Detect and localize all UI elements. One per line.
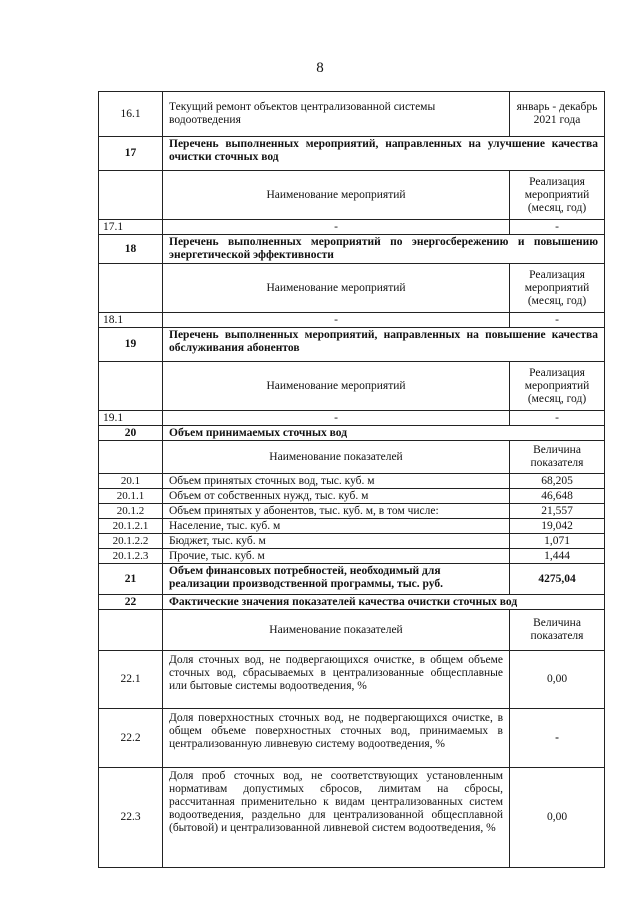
row-text: - <box>163 411 510 425</box>
row-number: 19.1 <box>99 411 163 425</box>
row-text: Прочие, тыс. куб. м <box>163 549 510 563</box>
row-value: - <box>555 313 559 326</box>
row-number: 20.1.1 <box>99 489 163 503</box>
header-row <box>98 610 605 651</box>
row-number: 22.1 <box>99 651 163 708</box>
row-text: - <box>163 220 510 234</box>
section-row <box>98 426 605 441</box>
row-text: Доля поверхностных сточных вод, не подвергающихся очистке, в общем объеме поверхностных сточных вод, принимаемых в централизованную ливневую систему водоотведения, % <box>163 709 510 767</box>
row-number: 20.1.2.1 <box>99 519 163 533</box>
section-number: 19 <box>99 328 163 361</box>
section-number: 20 <box>99 426 163 440</box>
table-row <box>98 411 605 426</box>
section-number: 21 <box>99 564 163 594</box>
row-text: Текущий ремонт объектов централизованной системы водоотведения <box>163 92 510 136</box>
table-row <box>98 709 605 768</box>
column-header-value: Реализация мероприятий (месяц, год) <box>524 175 590 214</box>
row-value: 21,557 <box>541 504 573 517</box>
row-number: 22.2 <box>99 709 163 767</box>
row-number: 18.1 <box>99 313 163 327</box>
row-value: 4275,04 <box>538 572 576 585</box>
table-row <box>98 768 605 868</box>
header-row <box>98 441 605 474</box>
section-row <box>98 137 605 171</box>
column-header-value: Реализация мероприятий (месяц, год) <box>524 366 590 405</box>
section-title: Перечень выполненных мероприятий по энергосбережению и повышению энергетической эффективности <box>169 236 598 261</box>
row-text: Доля сточных вод, не подвергающихся очистке, в общем объеме сточных вод, сбрасываемых в централизованные общесплавные или бытовые системы водоотведения, % <box>163 651 510 708</box>
report-table <box>98 91 605 868</box>
row-value: 19,042 <box>541 519 573 532</box>
table-row <box>98 220 605 235</box>
column-header-value: Реализация мероприятий (месяц, год) <box>524 268 590 307</box>
row-text: Доля проб сточных вод, не соответствующих установленным нормативам допустимых сбросов, лимитам на сбросы, рассчитанная применительно к видам централизованных систем водоотведения, раздельно для централизованной общесплавной (бытовой) и централизованной ливневой систем водоотведения, % <box>163 768 510 867</box>
column-header-value: Величина показателя <box>530 444 584 469</box>
row-number: 20.1.2 <box>99 504 163 518</box>
table-row <box>98 549 605 564</box>
section-title: Перечень выполненных мероприятий, направленных на улучшение качества очистки сточных вод <box>169 138 598 163</box>
row-value: 0,00 <box>546 811 568 823</box>
row-number: 17.1 <box>99 220 163 234</box>
table-row <box>98 91 605 137</box>
section-number: 17 <box>99 137 163 170</box>
row-text: Бюджет, тыс. куб. м <box>163 534 510 548</box>
column-header-name: Наименование показателей <box>163 610 510 650</box>
section-row <box>98 595 605 610</box>
section-number: 18 <box>99 235 163 263</box>
row-value: 0,00 <box>546 673 568 685</box>
column-header-name: Наименование мероприятий <box>163 264 510 312</box>
header-row <box>98 171 605 220</box>
header-row <box>98 362 605 411</box>
section-number: 22 <box>99 595 163 609</box>
column-header-value: Величина показателя <box>530 617 584 642</box>
header-row <box>98 264 605 313</box>
table-row <box>98 313 605 328</box>
row-value: 1,444 <box>544 549 570 562</box>
section-title: Фактические значения показателей качества очистки сточных вод <box>169 596 518 608</box>
row-value: - <box>555 731 559 744</box>
row-text: Население, тыс. куб. м <box>163 519 510 533</box>
row-number: 20.1.2.2 <box>99 534 163 548</box>
row-text: Объем принятых у абонентов, тыс. куб. м, в том числе: <box>163 504 510 518</box>
column-header-name: Наименование мероприятий <box>163 362 510 410</box>
row-number: 22.3 <box>99 768 163 867</box>
table-row <box>98 519 605 534</box>
section-row <box>98 328 605 362</box>
table-row <box>98 651 605 709</box>
row-value: - <box>555 220 559 233</box>
table-row <box>98 534 605 549</box>
table-row <box>98 489 605 504</box>
row-value: январь - декабрь 2021 года <box>516 101 598 126</box>
row-number: 16.1 <box>99 92 163 136</box>
section-row <box>98 564 605 595</box>
table-row <box>98 474 605 489</box>
column-header-name: Наименование показателей <box>163 441 510 473</box>
row-text: - <box>163 313 510 327</box>
row-text: Объем принятых сточных вод, тыс. куб. м <box>163 474 510 488</box>
section-title: Объем финансовых потребностей, необходимый для реализации производственной программы, тыс. руб. <box>163 564 510 594</box>
table-row <box>98 504 605 519</box>
section-title: Объем принимаемых сточных вод <box>169 427 348 439</box>
row-number: 20.1.2.3 <box>99 549 163 563</box>
column-header-name: Наименование мероприятий <box>163 171 510 219</box>
page-number: 8 <box>316 60 324 76</box>
section-row <box>98 235 605 264</box>
row-text: Объем от собственных нужд, тыс. куб. м <box>163 489 510 503</box>
section-title: Перечень выполненных мероприятий, направленных на повышение качества обслуживания абонентов <box>169 329 598 354</box>
volume-rows <box>98 474 605 564</box>
row-value: 1,071 <box>544 534 570 547</box>
row-number: 20.1 <box>99 474 163 488</box>
row-value: - <box>555 411 559 424</box>
row-value: 68,205 <box>541 474 573 487</box>
row-value: 46,648 <box>541 489 573 502</box>
